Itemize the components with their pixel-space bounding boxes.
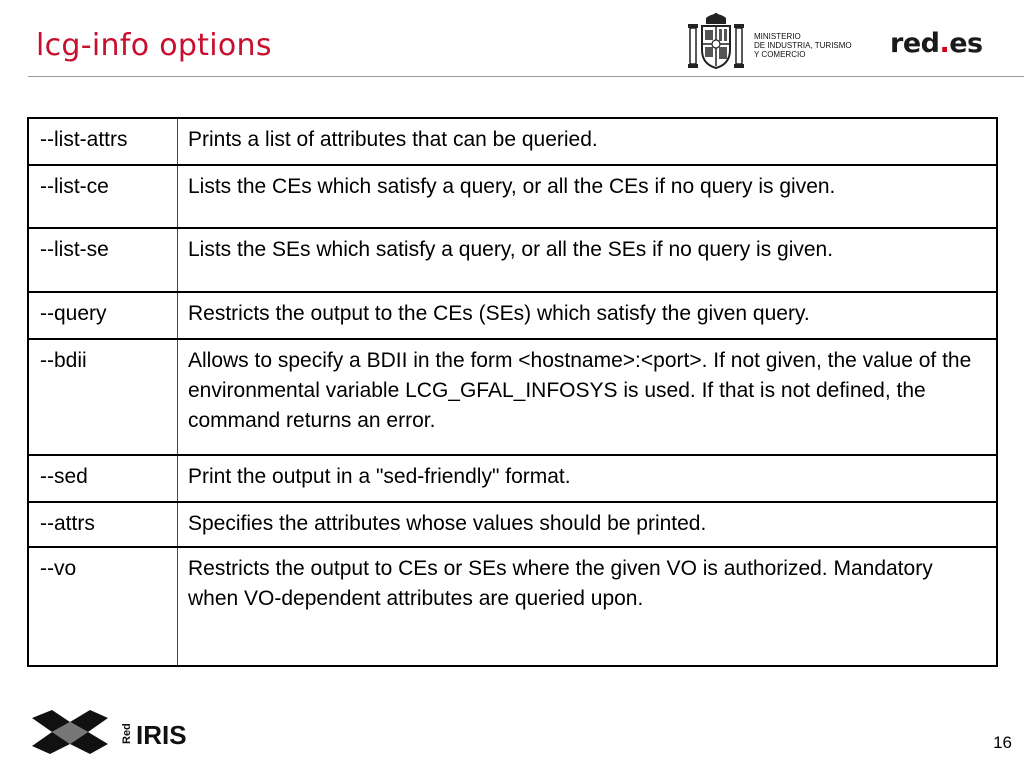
- rediris-logo: [30, 704, 190, 756]
- option-description-cell: Prints a list of attributes that can be queried.: [178, 118, 998, 165]
- option-description-cell: Print the output in a "sed-friendly" format.: [178, 455, 998, 502]
- option-description-cell: Restricts the output to the CEs (SEs) which satisfy the given query.: [178, 292, 998, 339]
- option-name-cell: --attrs: [28, 502, 178, 547]
- table-row: [28, 118, 997, 165]
- table-row: [28, 165, 997, 228]
- slide-title: lcg-info options: [36, 28, 272, 63]
- table-row: [28, 547, 997, 666]
- option-description-cell: Lists the SEs which satisfy a query, or all the SEs if no query is given.: [178, 228, 998, 292]
- page-number: 16: [993, 733, 1012, 752]
- option-name-cell: --list-ce: [28, 165, 178, 228]
- redes-logo-red: red: [890, 28, 940, 59]
- option-description-cell: Restricts the output to CEs or SEs where the given VO is authorized. Mandatory when VO-dependent attributes are queried upon.: [178, 547, 998, 666]
- ministry-logo: [688, 12, 868, 72]
- option-description-cell: Allows to specify a BDII in the form <hostname>:<port>. If not given, the value of the environmental variable LCG_GFAL_INFOSYS is used. If that is not defined, the command returns an error.: [178, 339, 998, 455]
- ministry-name: MINISTERIO DE INDUSTRIA, TURISMO Y COMERCIO: [754, 32, 852, 59]
- redes-logo: [890, 28, 983, 59]
- header-divider: [28, 76, 1024, 77]
- table-row: [28, 339, 997, 455]
- rediris-logo-iris: IRIS: [136, 720, 187, 750]
- table-row: [28, 292, 997, 339]
- table-row: [28, 502, 997, 547]
- option-name-cell: --bdii: [28, 339, 178, 455]
- table-row: [28, 228, 997, 292]
- options-table: [27, 117, 998, 667]
- option-description-cell: Specifies the attributes whose values should be printed.: [178, 502, 998, 547]
- options-table-body: [28, 118, 997, 666]
- coat-of-arms-icon: [688, 12, 744, 70]
- option-name-cell: --vo: [28, 547, 178, 666]
- option-description-cell: Lists the CEs which satisfy a query, or all the CEs if no query is given.: [178, 165, 998, 228]
- table-row: [28, 455, 997, 502]
- redes-logo-dot: .: [939, 28, 950, 59]
- redes-logo-es: es: [949, 28, 983, 59]
- option-name-cell: --sed: [28, 455, 178, 502]
- option-name-cell: --list-se: [28, 228, 178, 292]
- option-name-cell: --query: [28, 292, 178, 339]
- rediris-logo-red: Red: [121, 723, 133, 744]
- option-name-cell: --list-attrs: [28, 118, 178, 165]
